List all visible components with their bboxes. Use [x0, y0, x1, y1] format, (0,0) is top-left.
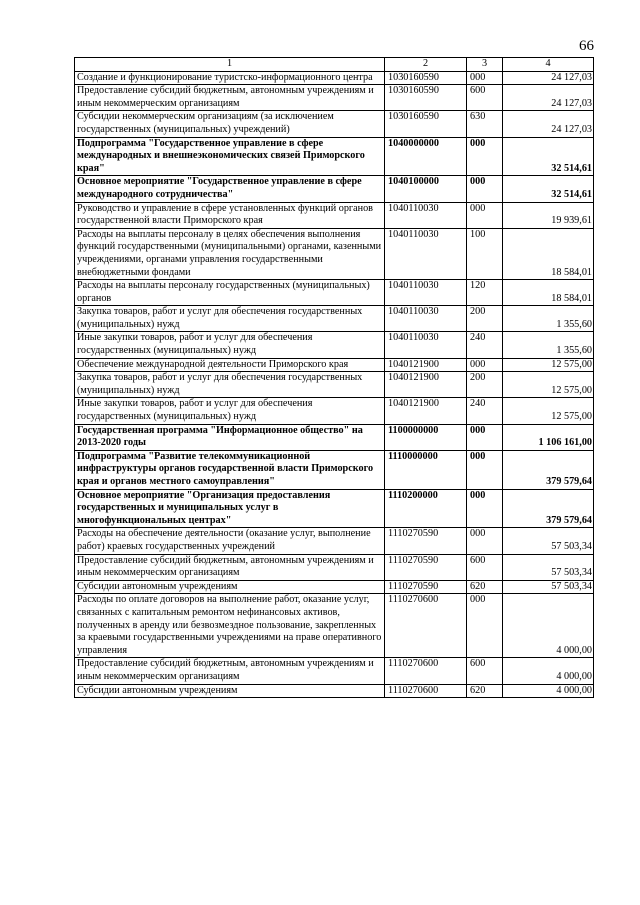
row-code-cell: 1040110030 [385, 332, 467, 358]
row-name-cell: Предоставление субсидий бюджетным, автономным учреждениям и иным некоммерческим организациям [75, 85, 385, 111]
table-row [75, 424, 594, 450]
row-amount-cell: 379 579,64 [503, 489, 594, 528]
row-name-cell: Обеспечение международной деятельности Приморского края [75, 358, 385, 372]
table-row [75, 111, 594, 137]
table-row [75, 398, 594, 424]
budget-table [74, 57, 594, 698]
row-name-cell: Руководство и управление в сфере установленных функций органов государственной власти Приморского края [75, 202, 385, 228]
row-type-cell: 100 [467, 228, 503, 279]
row-amount-cell: 4 000,00 [503, 658, 594, 684]
table-row [75, 332, 594, 358]
table-row [75, 658, 594, 684]
row-code-cell: 1110270600 [385, 594, 467, 658]
row-amount-cell: 18 584,01 [503, 228, 594, 279]
row-name-cell: Расходы на выплаты персоналу в целях обеспечения выполнения функций государственными (муниципальными) органами, казенными учреждениями, органами управления государственными внебюджетными фондами [75, 228, 385, 279]
row-type-cell: 240 [467, 398, 503, 424]
row-name-cell: Основное мероприятие "Организация предоставления государственных и муниципальных услуг в многофункциональных центрах" [75, 489, 385, 528]
row-amount-cell: 379 579,64 [503, 450, 594, 489]
row-name-cell: Расходы по оплате договоров на выполнение работ, оказание услуг, связанных с капитальным ремонтом нефинансовых активов, полученных в аренду или безвозмездное пользование, закрепленных за краевыми государственными учреждениями на праве оперативного управления [75, 594, 385, 658]
row-type-cell: 620 [467, 684, 503, 698]
row-amount-cell: 1 355,60 [503, 332, 594, 358]
row-type-cell: 630 [467, 111, 503, 137]
table-row [75, 554, 594, 580]
row-name-cell: Предоставление субсидий бюджетным, автономным учреждениям и иным некоммерческим организациям [75, 658, 385, 684]
table-row [75, 372, 594, 398]
row-type-cell: 620 [467, 580, 503, 594]
row-type-cell: 000 [467, 489, 503, 528]
table-row [75, 528, 594, 554]
row-type-cell: 600 [467, 658, 503, 684]
row-name-cell: Расходы на выплаты персоналу государственных (муниципальных) органов [75, 280, 385, 306]
row-type-cell: 000 [467, 594, 503, 658]
row-code-cell: 1110270590 [385, 580, 467, 594]
row-amount-cell: 24 127,03 [503, 85, 594, 111]
row-amount-cell: 18 584,01 [503, 280, 594, 306]
row-code-cell: 1040110030 [385, 228, 467, 279]
row-code-cell: 1040121900 [385, 372, 467, 398]
row-amount-cell: 32 514,61 [503, 176, 594, 202]
row-code-cell: 1110270590 [385, 528, 467, 554]
row-name-cell: Государственная программа "Информационное общество" на 2013-2020 годы [75, 424, 385, 450]
row-name-cell: Подпрограмма "Государственное управление в сфере международных и внешнеэкономических связей Приморского края" [75, 137, 385, 176]
row-code-cell: 1110200000 [385, 489, 467, 528]
row-name-cell: Субсидии автономным учреждениям [75, 684, 385, 698]
table-row [75, 228, 594, 279]
row-type-cell: 200 [467, 306, 503, 332]
row-amount-cell: 4 000,00 [503, 594, 594, 658]
table-row [75, 306, 594, 332]
row-code-cell: 1110000000 [385, 450, 467, 489]
row-name-cell: Расходы на обеспечение деятельности (оказание услуг, выполнение работ) краевых государственных учреждений [75, 528, 385, 554]
row-code-cell: 1040100000 [385, 176, 467, 202]
row-type-cell: 000 [467, 358, 503, 372]
row-code-cell: 1110270590 [385, 554, 467, 580]
table-row [75, 280, 594, 306]
row-amount-cell: 1 106 161,00 [503, 424, 594, 450]
row-code-cell: 1030160590 [385, 111, 467, 137]
row-code-cell: 1030160590 [385, 85, 467, 111]
row-amount-cell: 57 503,34 [503, 554, 594, 580]
row-type-cell: 200 [467, 372, 503, 398]
row-amount-cell: 24 127,03 [503, 71, 594, 85]
row-code-cell: 1040121900 [385, 398, 467, 424]
table-row [75, 137, 594, 176]
row-amount-cell: 57 503,34 [503, 580, 594, 594]
row-name-cell: Основное мероприятие "Государственное управление в сфере международного сотрудничества" [75, 176, 385, 202]
table-body [75, 71, 594, 698]
table-row [75, 450, 594, 489]
row-type-cell: 000 [467, 71, 503, 85]
header-col-3: 3 [467, 58, 503, 72]
table-row [75, 176, 594, 202]
row-amount-cell: 12 575,00 [503, 372, 594, 398]
row-amount-cell: 19 939,61 [503, 202, 594, 228]
row-code-cell: 1030160590 [385, 71, 467, 85]
table-row [75, 580, 594, 594]
row-type-cell: 000 [467, 424, 503, 450]
row-type-cell: 000 [467, 450, 503, 489]
table-row [75, 71, 594, 85]
page-number: 66 [579, 38, 594, 54]
row-type-cell: 240 [467, 332, 503, 358]
row-name-cell: Иные закупки товаров, работ и услуг для обеспечения государственных (муниципальных) нужд [75, 332, 385, 358]
row-type-cell: 000 [467, 202, 503, 228]
row-amount-cell: 24 127,03 [503, 111, 594, 137]
header-row [75, 58, 594, 72]
table-row [75, 684, 594, 698]
row-amount-cell: 4 000,00 [503, 684, 594, 698]
table-row [75, 85, 594, 111]
row-type-cell: 000 [467, 528, 503, 554]
row-amount-cell: 12 575,00 [503, 398, 594, 424]
row-name-cell: Подпрограмма "Развитие телекоммуникационной инфраструктуры органов государственной власти Приморского края и органов местного самоуправления" [75, 450, 385, 489]
row-code-cell: 1100000000 [385, 424, 467, 450]
row-code-cell: 1040000000 [385, 137, 467, 176]
table-row [75, 489, 594, 528]
row-amount-cell: 12 575,00 [503, 358, 594, 372]
row-amount-cell: 32 514,61 [503, 137, 594, 176]
row-type-cell: 000 [467, 176, 503, 202]
row-type-cell: 600 [467, 85, 503, 111]
row-amount-cell: 1 355,60 [503, 306, 594, 332]
row-type-cell: 600 [467, 554, 503, 580]
row-name-cell: Создание и функционирование туристско-информационного центра [75, 71, 385, 85]
header-col-2: 2 [385, 58, 467, 72]
table-row [75, 358, 594, 372]
row-name-cell: Закупка товаров, работ и услуг для обеспечения государственных (муниципальных) нужд [75, 372, 385, 398]
header-col-4: 4 [503, 58, 594, 72]
row-code-cell: 1040121900 [385, 358, 467, 372]
row-type-cell: 000 [467, 137, 503, 176]
row-type-cell: 120 [467, 280, 503, 306]
row-name-cell: Субсидии некоммерческим организациям (за исключением государственных (муниципальных) учреждений) [75, 111, 385, 137]
row-name-cell: Иные закупки товаров, работ и услуг для обеспечения государственных (муниципальных) нужд [75, 398, 385, 424]
table-row [75, 202, 594, 228]
row-name-cell: Субсидии автономным учреждениям [75, 580, 385, 594]
row-name-cell: Предоставление субсидий бюджетным, автономным учреждениям и иным некоммерческим организациям [75, 554, 385, 580]
row-name-cell: Закупка товаров, работ и услуг для обеспечения государственных (муниципальных) нужд [75, 306, 385, 332]
row-code-cell: 1040110030 [385, 280, 467, 306]
row-code-cell: 1040110030 [385, 202, 467, 228]
row-code-cell: 1110270600 [385, 684, 467, 698]
row-amount-cell: 57 503,34 [503, 528, 594, 554]
header-col-1: 1 [75, 58, 385, 72]
row-code-cell: 1040110030 [385, 306, 467, 332]
row-code-cell: 1110270600 [385, 658, 467, 684]
table-row [75, 594, 594, 658]
